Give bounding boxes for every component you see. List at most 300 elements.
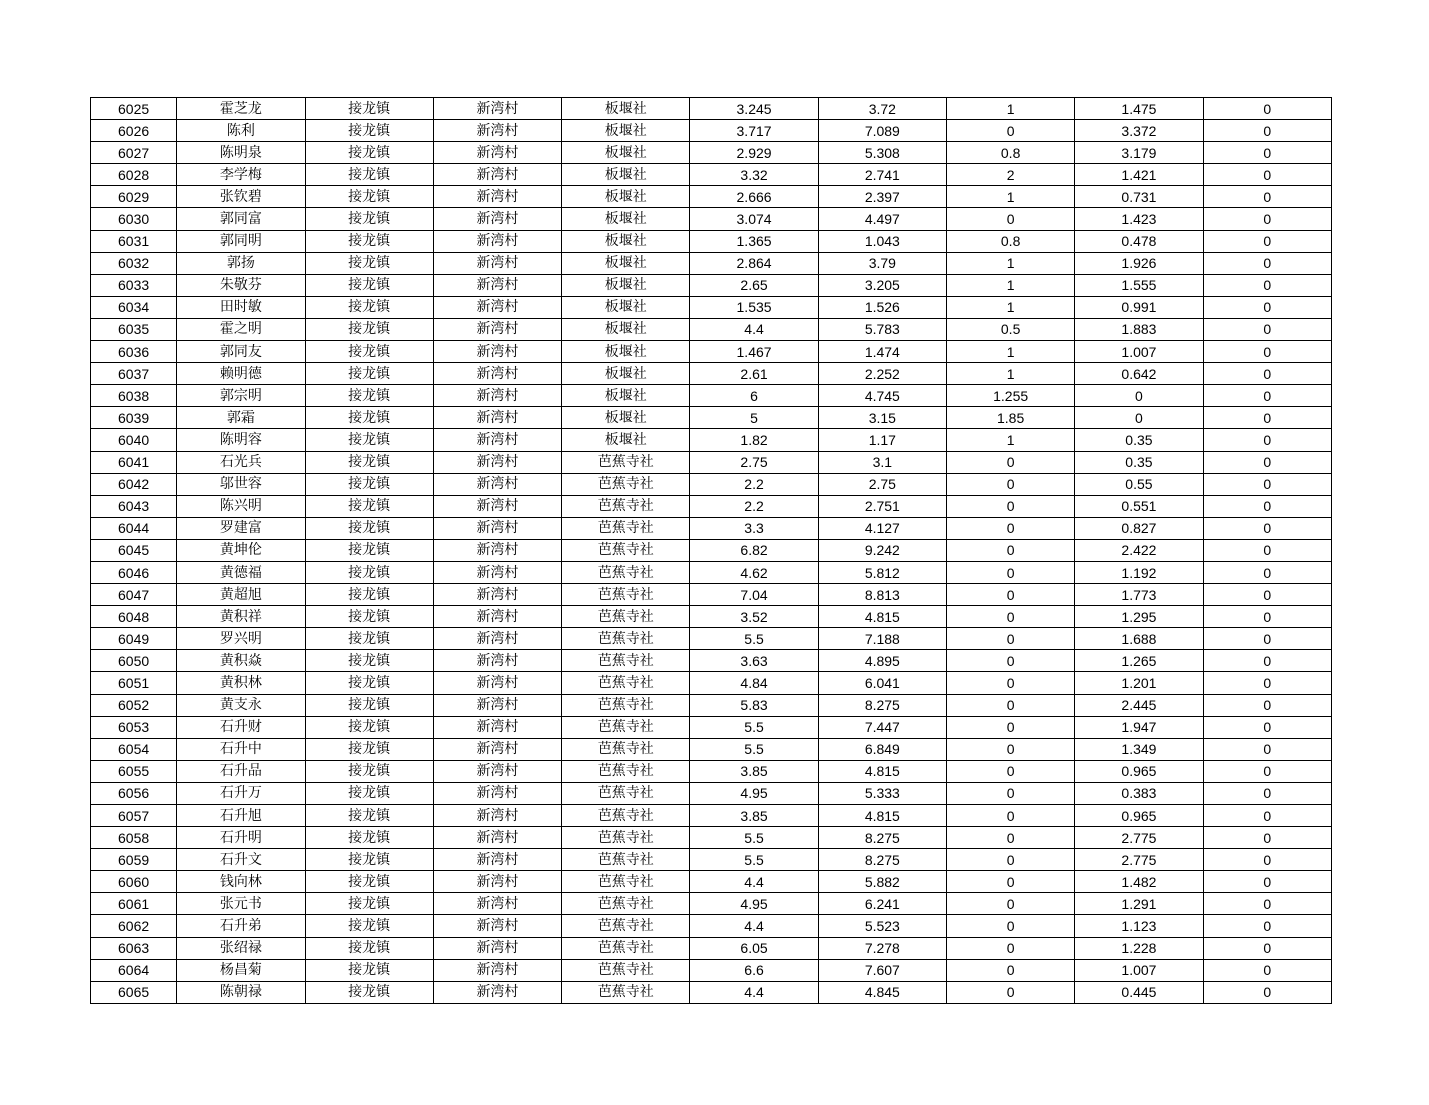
cell-id: 6061 [91,893,177,915]
data-table [90,97,1332,1004]
cell-village: 新湾村 [433,363,561,385]
cell-value-e: 0 [1203,694,1331,716]
cell-group: 芭蕉寺社 [562,738,690,760]
cell-value-b: 8.275 [818,849,946,871]
cell-group: 芭蕉寺社 [562,849,690,871]
cell-group: 板堰社 [562,208,690,230]
cell-value-e: 0 [1203,385,1331,407]
cell-value-a: 5.5 [690,716,818,738]
cell-value-b: 5.783 [818,318,946,340]
cell-village: 新湾村 [433,539,561,561]
cell-id: 6064 [91,959,177,981]
cell-value-d: 1.291 [1075,893,1203,915]
cell-value-b: 7.278 [818,937,946,959]
table-row [91,584,1332,606]
cell-town: 接龙镇 [305,98,433,120]
cell-value-a: 4.95 [690,893,818,915]
cell-value-e: 0 [1203,959,1331,981]
cell-value-e: 0 [1203,650,1331,672]
cell-id: 6042 [91,473,177,495]
cell-town: 接龙镇 [305,760,433,782]
cell-value-d: 0 [1075,407,1203,429]
cell-group: 芭蕉寺社 [562,584,690,606]
table-row [91,981,1332,1003]
cell-group: 芭蕉寺社 [562,473,690,495]
cell-value-d: 1.947 [1075,716,1203,738]
cell-value-e: 0 [1203,937,1331,959]
cell-name: 黄超旭 [177,584,305,606]
cell-value-b: 3.1 [818,451,946,473]
cell-value-b: 4.845 [818,981,946,1003]
cell-town: 接龙镇 [305,628,433,650]
cell-id: 6062 [91,915,177,937]
cell-value-c: 0 [946,628,1074,650]
table-row [91,849,1332,871]
cell-group: 芭蕉寺社 [562,959,690,981]
cell-name: 钱向林 [177,871,305,893]
cell-name: 石光兵 [177,451,305,473]
cell-name: 邬世容 [177,473,305,495]
cell-value-e: 0 [1203,871,1331,893]
cell-village: 新湾村 [433,451,561,473]
cell-value-c: 0.5 [946,318,1074,340]
cell-name: 罗兴明 [177,628,305,650]
cell-group: 板堰社 [562,230,690,252]
cell-value-e: 0 [1203,230,1331,252]
cell-value-c: 0 [946,805,1074,827]
cell-value-a: 4.4 [690,981,818,1003]
cell-id: 6037 [91,363,177,385]
cell-village: 新湾村 [433,738,561,760]
cell-town: 接龙镇 [305,694,433,716]
cell-id: 6051 [91,672,177,694]
cell-group: 芭蕉寺社 [562,495,690,517]
table-row [91,495,1332,517]
cell-group: 芭蕉寺社 [562,672,690,694]
cell-name: 石升财 [177,716,305,738]
cell-town: 接龙镇 [305,561,433,583]
cell-id: 6027 [91,142,177,164]
cell-name: 黄德福 [177,561,305,583]
cell-value-d: 1.482 [1075,871,1203,893]
table-row [91,429,1332,451]
cell-name: 张钦碧 [177,186,305,208]
cell-value-d: 0 [1075,385,1203,407]
cell-value-a: 7.04 [690,584,818,606]
cell-value-c: 1 [946,363,1074,385]
cell-name: 郭扬 [177,252,305,274]
cell-value-b: 4.127 [818,517,946,539]
cell-name: 郭宗明 [177,385,305,407]
cell-village: 新湾村 [433,849,561,871]
cell-name: 陈利 [177,120,305,142]
cell-value-d: 1.007 [1075,341,1203,363]
cell-value-c: 0 [946,120,1074,142]
cell-town: 接龙镇 [305,363,433,385]
cell-value-c: 0 [946,981,1074,1003]
cell-name: 李学梅 [177,164,305,186]
cell-value-c: 0 [946,495,1074,517]
cell-value-b: 6.241 [818,893,946,915]
cell-village: 新湾村 [433,606,561,628]
cell-value-d: 0.55 [1075,473,1203,495]
cell-village: 新湾村 [433,385,561,407]
table-row [91,827,1332,849]
table-row [91,650,1332,672]
cell-id: 6041 [91,451,177,473]
cell-name: 陈明泉 [177,142,305,164]
cell-village: 新湾村 [433,495,561,517]
cell-value-b: 2.75 [818,473,946,495]
cell-town: 接龙镇 [305,517,433,539]
table-row [91,716,1332,738]
cell-name: 霍之明 [177,318,305,340]
cell-value-c: 0 [946,849,1074,871]
cell-value-c: 1 [946,252,1074,274]
cell-value-b: 5.812 [818,561,946,583]
cell-value-c: 0.8 [946,230,1074,252]
cell-group: 板堰社 [562,252,690,274]
cell-value-b: 4.895 [818,650,946,672]
cell-value-d: 0.551 [1075,495,1203,517]
cell-name: 朱敬芬 [177,274,305,296]
cell-value-b: 7.089 [818,120,946,142]
cell-value-e: 0 [1203,539,1331,561]
cell-id: 6063 [91,937,177,959]
cell-value-e: 0 [1203,672,1331,694]
cell-value-e: 0 [1203,716,1331,738]
cell-value-e: 0 [1203,495,1331,517]
cell-village: 新湾村 [433,318,561,340]
cell-village: 新湾村 [433,296,561,318]
cell-value-c: 0 [946,451,1074,473]
cell-value-c: 0 [946,517,1074,539]
cell-value-b: 5.308 [818,142,946,164]
cell-value-a: 1.82 [690,429,818,451]
cell-value-c: 0 [946,738,1074,760]
cell-name: 赖明德 [177,363,305,385]
cell-town: 接龙镇 [305,716,433,738]
cell-value-b: 2.741 [818,164,946,186]
cell-value-c: 0 [946,760,1074,782]
cell-value-a: 5.83 [690,694,818,716]
cell-value-e: 0 [1203,120,1331,142]
cell-name: 张绍禄 [177,937,305,959]
cell-value-e: 0 [1203,341,1331,363]
cell-town: 接龙镇 [305,805,433,827]
cell-group: 芭蕉寺社 [562,539,690,561]
cell-id: 6045 [91,539,177,561]
cell-name: 张元书 [177,893,305,915]
cell-group: 芭蕉寺社 [562,628,690,650]
cell-village: 新湾村 [433,164,561,186]
cell-group: 芭蕉寺社 [562,451,690,473]
cell-id: 6044 [91,517,177,539]
cell-name: 黄支永 [177,694,305,716]
cell-id: 6030 [91,208,177,230]
cell-village: 新湾村 [433,672,561,694]
cell-id: 6049 [91,628,177,650]
cell-name: 黄积焱 [177,650,305,672]
cell-value-d: 1.123 [1075,915,1203,937]
cell-village: 新湾村 [433,959,561,981]
table-row [91,561,1332,583]
cell-group: 芭蕉寺社 [562,606,690,628]
cell-town: 接龙镇 [305,827,433,849]
cell-group: 芭蕉寺社 [562,760,690,782]
cell-value-a: 5.5 [690,738,818,760]
cell-value-b: 1.043 [818,230,946,252]
cell-value-d: 0.478 [1075,230,1203,252]
cell-town: 接龙镇 [305,650,433,672]
cell-town: 接龙镇 [305,606,433,628]
cell-id: 6046 [91,561,177,583]
cell-value-d: 1.349 [1075,738,1203,760]
cell-group: 芭蕉寺社 [562,805,690,827]
cell-value-b: 3.79 [818,252,946,274]
cell-id: 6059 [91,849,177,871]
cell-town: 接龙镇 [305,782,433,804]
cell-value-d: 0.445 [1075,981,1203,1003]
cell-value-d: 0.731 [1075,186,1203,208]
cell-value-a: 2.864 [690,252,818,274]
cell-value-b: 2.252 [818,363,946,385]
cell-value-e: 0 [1203,142,1331,164]
cell-value-d: 0.827 [1075,517,1203,539]
cell-id: 6054 [91,738,177,760]
cell-village: 新湾村 [433,208,561,230]
cell-id: 6031 [91,230,177,252]
cell-value-c: 1 [946,186,1074,208]
cell-value-e: 0 [1203,827,1331,849]
cell-value-b: 8.275 [818,694,946,716]
cell-value-a: 3.3 [690,517,818,539]
cell-id: 6057 [91,805,177,827]
cell-group: 板堰社 [562,142,690,164]
cell-value-d: 2.422 [1075,539,1203,561]
cell-group: 芭蕉寺社 [562,981,690,1003]
cell-value-e: 0 [1203,164,1331,186]
cell-value-a: 2.2 [690,495,818,517]
cell-town: 接龙镇 [305,252,433,274]
cell-value-d: 1.926 [1075,252,1203,274]
cell-value-e: 0 [1203,363,1331,385]
cell-value-e: 0 [1203,628,1331,650]
cell-id: 6032 [91,252,177,274]
cell-value-d: 0.991 [1075,296,1203,318]
cell-name: 霍芝龙 [177,98,305,120]
cell-value-e: 0 [1203,606,1331,628]
table-row [91,694,1332,716]
cell-group: 芭蕉寺社 [562,650,690,672]
cell-value-b: 4.815 [818,760,946,782]
cell-value-a: 3.074 [690,208,818,230]
cell-value-d: 1.201 [1075,672,1203,694]
cell-value-e: 0 [1203,760,1331,782]
cell-value-e: 0 [1203,252,1331,274]
cell-value-d: 0.965 [1075,760,1203,782]
cell-village: 新湾村 [433,120,561,142]
cell-group: 芭蕉寺社 [562,915,690,937]
cell-id: 6026 [91,120,177,142]
cell-value-d: 1.007 [1075,959,1203,981]
cell-value-b: 4.815 [818,606,946,628]
cell-value-a: 1.467 [690,341,818,363]
cell-value-d: 1.475 [1075,98,1203,120]
table-row [91,915,1332,937]
cell-town: 接龙镇 [305,120,433,142]
cell-value-d: 1.265 [1075,650,1203,672]
cell-group: 板堰社 [562,363,690,385]
cell-value-a: 4.4 [690,915,818,937]
cell-group: 芭蕉寺社 [562,893,690,915]
cell-name: 陈兴明 [177,495,305,517]
cell-value-b: 2.751 [818,495,946,517]
cell-group: 板堰社 [562,341,690,363]
cell-name: 郭同明 [177,230,305,252]
cell-group: 板堰社 [562,385,690,407]
cell-value-c: 0 [946,650,1074,672]
cell-value-b: 7.188 [818,628,946,650]
cell-value-a: 3.85 [690,805,818,827]
cell-value-b: 1.474 [818,341,946,363]
cell-town: 接龙镇 [305,849,433,871]
cell-value-b: 5.523 [818,915,946,937]
cell-value-d: 0.965 [1075,805,1203,827]
cell-town: 接龙镇 [305,451,433,473]
cell-value-c: 2 [946,164,1074,186]
cell-id: 6047 [91,584,177,606]
cell-id: 6065 [91,981,177,1003]
cell-value-c: 0 [946,694,1074,716]
table-row [91,142,1332,164]
cell-id: 6040 [91,429,177,451]
table-row [91,805,1332,827]
cell-value-c: 0 [946,716,1074,738]
cell-id: 6048 [91,606,177,628]
cell-value-a: 6.6 [690,959,818,981]
cell-value-a: 3.52 [690,606,818,628]
table-row [91,385,1332,407]
cell-value-c: 0 [946,893,1074,915]
table-row [91,451,1332,473]
cell-value-e: 0 [1203,208,1331,230]
cell-value-d: 1.773 [1075,584,1203,606]
cell-town: 接龙镇 [305,341,433,363]
cell-group: 板堰社 [562,164,690,186]
table-row [91,164,1332,186]
cell-name: 石升弟 [177,915,305,937]
cell-value-a: 6.05 [690,937,818,959]
cell-group: 芭蕉寺社 [562,871,690,893]
cell-town: 接龙镇 [305,959,433,981]
cell-village: 新湾村 [433,429,561,451]
cell-value-a: 4.84 [690,672,818,694]
cell-value-c: 0 [946,584,1074,606]
cell-village: 新湾村 [433,517,561,539]
cell-value-b: 6.849 [818,738,946,760]
cell-id: 6033 [91,274,177,296]
cell-value-a: 2.65 [690,274,818,296]
cell-value-c: 1 [946,274,1074,296]
cell-value-a: 5.5 [690,628,818,650]
cell-value-a: 2.2 [690,473,818,495]
cell-group: 芭蕉寺社 [562,782,690,804]
cell-name: 罗建富 [177,517,305,539]
cell-town: 接龙镇 [305,230,433,252]
cell-value-a: 3.63 [690,650,818,672]
cell-name: 郭霜 [177,407,305,429]
table-row [91,782,1332,804]
cell-town: 接龙镇 [305,318,433,340]
cell-value-d: 1.295 [1075,606,1203,628]
table-row [91,893,1332,915]
table-row [91,606,1332,628]
cell-value-b: 1.17 [818,429,946,451]
cell-value-e: 0 [1203,738,1331,760]
cell-id: 6058 [91,827,177,849]
cell-village: 新湾村 [433,473,561,495]
cell-name: 田时敏 [177,296,305,318]
cell-value-e: 0 [1203,584,1331,606]
cell-name: 石升品 [177,760,305,782]
cell-value-b: 7.447 [818,716,946,738]
cell-group: 芭蕉寺社 [562,937,690,959]
table-row [91,959,1332,981]
cell-value-b: 8.813 [818,584,946,606]
cell-town: 接龙镇 [305,738,433,760]
table-row [91,473,1332,495]
table-row [91,230,1332,252]
cell-group: 板堰社 [562,120,690,142]
cell-value-b: 4.815 [818,805,946,827]
cell-village: 新湾村 [433,937,561,959]
cell-town: 接龙镇 [305,164,433,186]
cell-id: 6025 [91,98,177,120]
cell-name: 石升旭 [177,805,305,827]
cell-value-b: 5.333 [818,782,946,804]
cell-value-b: 2.397 [818,186,946,208]
cell-value-b: 4.497 [818,208,946,230]
cell-value-a: 2.61 [690,363,818,385]
cell-id: 6039 [91,407,177,429]
cell-village: 新湾村 [433,760,561,782]
cell-group: 板堰社 [562,274,690,296]
cell-town: 接龙镇 [305,893,433,915]
cell-town: 接龙镇 [305,937,433,959]
cell-village: 新湾村 [433,871,561,893]
cell-value-c: 0 [946,937,1074,959]
cell-value-a: 1.365 [690,230,818,252]
cell-value-e: 0 [1203,893,1331,915]
cell-value-b: 6.041 [818,672,946,694]
cell-value-a: 5.5 [690,827,818,849]
cell-value-b: 3.205 [818,274,946,296]
cell-value-b: 1.526 [818,296,946,318]
table-row [91,517,1332,539]
cell-value-c: 1 [946,429,1074,451]
cell-value-e: 0 [1203,805,1331,827]
table-row [91,628,1332,650]
cell-town: 接龙镇 [305,274,433,296]
cell-value-d: 2.775 [1075,849,1203,871]
cell-value-c: 1.85 [946,407,1074,429]
cell-town: 接龙镇 [305,915,433,937]
cell-name: 石升文 [177,849,305,871]
cell-value-b: 3.72 [818,98,946,120]
table-row [91,274,1332,296]
table-row [91,738,1332,760]
